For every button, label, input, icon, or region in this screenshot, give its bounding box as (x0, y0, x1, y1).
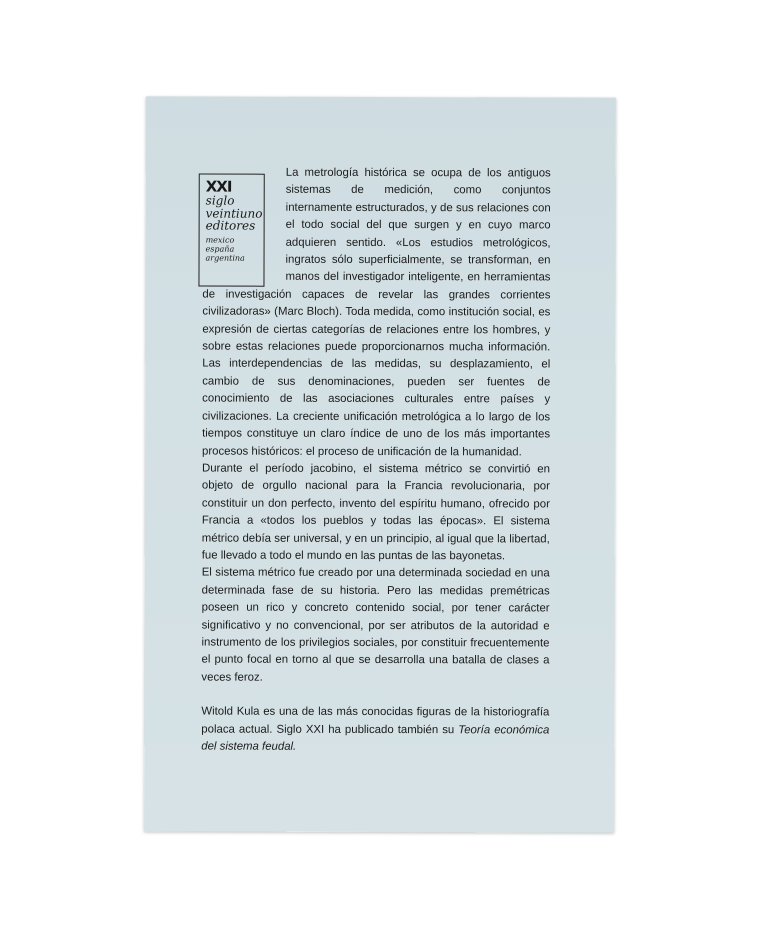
logo-line-editores: editores (205, 218, 256, 233)
logo-place-mexico: mexico (205, 235, 235, 245)
author-bio-text: Witold Kula es una de las más conocidas figuras de la historiografía polaca actual. Siglo XXI ha publicado también su (201, 705, 550, 736)
logo-place-espana: españa (205, 244, 235, 254)
blurb-paragraph-2: Durante el período jacobino, el sistema métrico se convirtió en objeto de orgullo nacional para la Francia revolucionaria, por constituir un don perfecto, invento del espíritu humano, ofrecido por Francia a «todos los pueblos y todas las épocas». El sistema métrico debía ser universal, y en un principio, al igual que la libertad, fue llevado a todo el mundo en las puntas de las bayonetas. (201, 462, 551, 563)
logo-line-veintiuno: veintiuno (205, 206, 263, 221)
book-back-cover (144, 96, 616, 832)
logo-mark: XXI (205, 177, 232, 196)
logo-spacer (202, 165, 285, 285)
blurb-paragraph-3: El sistema métrico fue creado por una determinada sociedad en una determinada fase de su historia. Pero las medidas premétricas poseen un rico y concreto contenido social, por tener carácter significativo y no convencional, por ser atributos de la autoridad e instrumento de los privilegios sociales, por constituir frecuentemente el punto focal en torno al que se desarrolla una batalla de clases a veces feroz. (201, 566, 550, 684)
author-bio (201, 704, 549, 757)
author-bio-book-title: Teoría económica del sistema feudal. (201, 723, 550, 753)
logo-line-siglo: siglo (205, 193, 235, 208)
logo-place-argentina: argentina (205, 253, 245, 263)
blurb-paragraph-1: La metrología histórica se ocupa de los antiguos sistemas de medición, como conjuntos internamente estructurados, y de sus relaciones con el todo social del que surgen y en cuyo marco adquieren sentido. «Los estudios metrológicos, ingratos sólo superficialmente, se transforman, en manos del investigador inteligente, en herramientas de investigación capaces de revelar las grandes corrientes civilizadoras» (Marc Bloch). Toda medida, como institución social, es expresión de ciertas categorías de relaciones entre los hombres, y sobre estas relaciones puede proporcionarnos mucha información. Las interdependencias de las medidas, su desplazamiento, el cambio de sus denominaciones, pueden ser fuentes de conocimiento de las asociaciones culturales entre países y civilizaciones. La creciente unificación metrológica a lo largo de los tiempos constituye un claro índice de uno de los más importantes procesos históricos: el proceso de unificación de la humanidad. (202, 166, 551, 458)
blurb-text (201, 165, 551, 757)
